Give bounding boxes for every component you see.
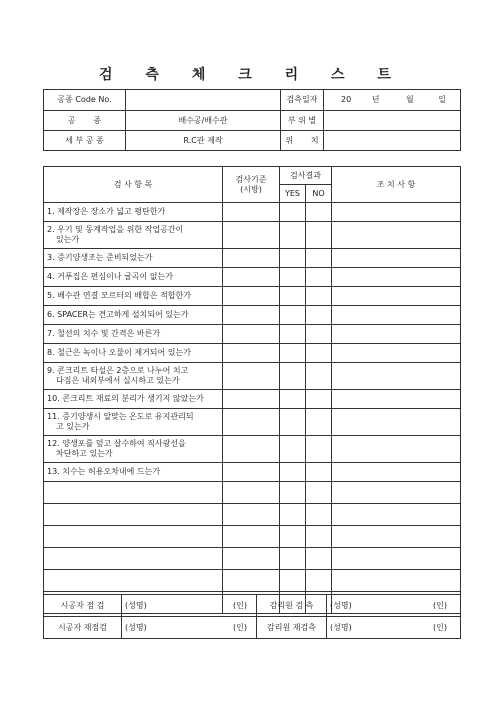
yes-cell[interactable] xyxy=(280,287,306,306)
standard-cell[interactable] xyxy=(223,409,280,436)
checklist-item-text: 2. 우기 및 동계작업을 위한 작업공간이 xyxy=(47,225,184,234)
checklist-item xyxy=(44,409,223,436)
date-day-unit: 일 xyxy=(438,95,447,104)
checklist-item xyxy=(44,344,223,363)
action-cell[interactable] xyxy=(332,344,461,363)
code-field[interactable] xyxy=(126,90,281,111)
checklist-row xyxy=(44,222,461,249)
standard-cell[interactable] xyxy=(223,504,280,526)
no-cell[interactable] xyxy=(306,390,332,409)
col-item-header: 검 사 항 목 xyxy=(44,167,223,203)
checklist-row xyxy=(44,482,461,504)
checklist-row xyxy=(44,268,461,287)
standard-cell[interactable] xyxy=(223,482,280,504)
action-cell[interactable] xyxy=(332,325,461,344)
sign-seal: (인) xyxy=(433,622,447,632)
checklist-item xyxy=(44,222,223,249)
action-cell[interactable] xyxy=(332,363,461,390)
checklist-row xyxy=(44,344,461,363)
no-cell[interactable] xyxy=(306,482,332,504)
work-label: 공 종 xyxy=(44,111,126,131)
yes-cell[interactable] xyxy=(280,548,306,570)
checklist-row xyxy=(44,203,461,222)
checklist-item-text: 8. 철근은 녹이나 오물이 제거되어 있는가 xyxy=(47,348,191,357)
checklist-item xyxy=(44,268,223,287)
checklist-item xyxy=(44,287,223,306)
standard-cell[interactable] xyxy=(223,570,280,592)
checklist-item-text-cont: 차단하고 있는가 xyxy=(56,449,113,458)
checklist-item xyxy=(44,436,223,463)
checklist-row xyxy=(44,463,461,482)
checklist-item xyxy=(44,390,223,409)
yes-cell[interactable] xyxy=(280,306,306,325)
checklist-item xyxy=(44,482,223,504)
page-title: 검 측 체 크 리 스 트 xyxy=(99,67,405,83)
sign-label-contractor: 시공자 점 검 xyxy=(44,595,122,617)
no-cell[interactable] xyxy=(306,306,332,325)
no-cell[interactable] xyxy=(306,344,332,363)
checklist-item xyxy=(44,249,223,268)
no-cell[interactable] xyxy=(306,249,332,268)
checklist-row xyxy=(44,570,461,592)
no-cell[interactable] xyxy=(306,287,332,306)
yes-cell[interactable] xyxy=(280,344,306,363)
yes-cell[interactable] xyxy=(280,390,306,409)
checklist-item xyxy=(44,203,223,222)
checklist-item-text-cont: 고 있는가 xyxy=(56,422,90,431)
standard-cell[interactable] xyxy=(223,222,280,249)
col-yes-header: YES xyxy=(280,185,306,203)
yes-cell[interactable] xyxy=(280,482,306,504)
checklist-item-text: 7. 철선의 치수 및 간격은 바른가 xyxy=(47,329,161,338)
checklist-row xyxy=(44,409,461,436)
action-cell[interactable] xyxy=(332,436,461,463)
checklist-row xyxy=(44,390,461,409)
col-result-header: 검사결과 xyxy=(280,167,332,185)
checklist-item xyxy=(44,570,223,592)
checklist-item-text: 9. 콘크리트 타설은 2층으로 나누어 치고 xyxy=(47,366,189,375)
checklist-item xyxy=(44,504,223,526)
checklist-item-text-cont: 있는가 xyxy=(56,235,80,244)
part-label: 부 위 별 xyxy=(281,111,324,131)
work-value[interactable]: 배수공/배수관 xyxy=(126,111,281,131)
standard-cell[interactable] xyxy=(223,548,280,570)
date-month-unit: 월 xyxy=(406,95,414,104)
code-label: 공종 Code No. xyxy=(44,90,126,111)
yes-cell[interactable] xyxy=(280,570,306,592)
standard-cell[interactable] xyxy=(223,325,280,344)
yes-cell[interactable] xyxy=(280,325,306,344)
col-standard-line2: (시방) xyxy=(240,184,262,194)
checklist-item-text: 1. 제작장은 장소가 넓고 평탄한가 xyxy=(47,207,166,216)
checklist-row xyxy=(44,325,461,344)
checklist-row xyxy=(44,526,461,548)
standard-cell[interactable] xyxy=(223,436,280,463)
no-cell[interactable] xyxy=(306,504,332,526)
checklist-item-text: 11. 증기양생시 알맞는 온도로 유지관리되 xyxy=(47,412,194,421)
checklist-table xyxy=(43,166,461,614)
checklist-item-text: 4. 거푸집은 편심이나 굴곡이 없는가 xyxy=(47,272,173,281)
part-field[interactable] xyxy=(324,111,461,131)
no-cell[interactable] xyxy=(306,363,332,390)
checklist-row xyxy=(44,287,461,306)
checklist-item xyxy=(44,463,223,482)
action-cell[interactable] xyxy=(332,409,461,436)
yes-cell[interactable] xyxy=(280,268,306,287)
standard-cell[interactable] xyxy=(223,390,280,409)
checklist-item-text: 6. SPACER는 견고하게 설치되어 있는가 xyxy=(47,310,189,319)
date-year-unit: 년 xyxy=(371,95,380,104)
yes-cell[interactable] xyxy=(280,222,306,249)
resign-field-contractor[interactable] xyxy=(122,617,257,639)
loc-label: 위 치 xyxy=(281,131,324,151)
checklist-item-text: 12. 양생포를 덮고 살수하여 직사광선을 xyxy=(47,439,186,448)
action-cell[interactable] xyxy=(332,548,461,570)
signature-table xyxy=(43,594,461,639)
yes-cell[interactable] xyxy=(280,526,306,548)
sign-label-supervisor: 감리원 검 측 xyxy=(257,595,327,617)
checklist-item xyxy=(44,363,223,390)
sign-seal: (인) xyxy=(233,622,247,632)
yes-cell[interactable] xyxy=(280,463,306,482)
date-label: 검측일자 xyxy=(281,90,324,111)
no-cell[interactable] xyxy=(306,325,332,344)
header-table xyxy=(43,89,461,151)
checklist-item xyxy=(44,325,223,344)
checklist-item-text: 10. 콘크리트 재료의 분리가 생기지 않았는가 xyxy=(47,394,204,403)
yes-cell[interactable] xyxy=(280,504,306,526)
yes-cell[interactable] xyxy=(280,249,306,268)
date-year: 20 xyxy=(341,95,352,104)
sign-name: (성명) xyxy=(125,600,147,610)
checklist-row xyxy=(44,436,461,463)
standard-cell[interactable] xyxy=(223,249,280,268)
col-no-header: NO xyxy=(306,185,332,203)
checklist-item xyxy=(44,306,223,325)
checklist-row xyxy=(44,249,461,268)
standard-cell[interactable] xyxy=(223,268,280,287)
resign-label-supervisor: 감리원 재검측 xyxy=(257,617,327,639)
loc-field[interactable] xyxy=(324,131,461,151)
sign-field-contractor[interactable] xyxy=(122,595,257,617)
action-cell[interactable] xyxy=(332,203,461,222)
no-cell[interactable] xyxy=(306,570,332,592)
resign-label-contractor: 시공자 재점검 xyxy=(44,617,122,639)
no-cell[interactable] xyxy=(306,409,332,436)
detail-label: 세 부 공 종 xyxy=(44,131,126,151)
checklist-row xyxy=(44,548,461,570)
checklist-item-text-cont: 다짐은 내외부에서 실시하고 있는가 xyxy=(56,376,180,385)
no-cell[interactable] xyxy=(306,463,332,482)
checklist-row xyxy=(44,306,461,325)
action-cell[interactable] xyxy=(332,268,461,287)
action-cell[interactable] xyxy=(332,504,461,526)
date-field[interactable] xyxy=(324,90,461,111)
col-action-header: 조 치 사 항 xyxy=(332,167,461,203)
action-cell[interactable] xyxy=(332,463,461,482)
action-cell[interactable] xyxy=(332,482,461,504)
yes-cell[interactable] xyxy=(280,363,306,390)
checklist-row xyxy=(44,504,461,526)
standard-cell[interactable] xyxy=(223,344,280,363)
checklist-item-text: 3. 증기양생조는 준비되었는가 xyxy=(47,253,153,262)
no-cell[interactable] xyxy=(306,268,332,287)
yes-cell[interactable] xyxy=(280,436,306,463)
checklist-item-text: 5. 배수관 연결 모르터의 배합은 적합한가 xyxy=(47,291,191,300)
no-cell[interactable] xyxy=(306,548,332,570)
sign-seal: (인) xyxy=(233,600,247,610)
standard-cell[interactable] xyxy=(223,203,280,222)
sign-name: (성명) xyxy=(330,622,352,632)
resign-field-supervisor[interactable] xyxy=(327,617,461,639)
standard-cell[interactable] xyxy=(223,463,280,482)
action-cell[interactable] xyxy=(332,249,461,268)
sign-seal: (인) xyxy=(433,600,447,610)
checklist-item xyxy=(44,526,223,548)
action-cell[interactable] xyxy=(332,222,461,249)
checklist-item xyxy=(44,548,223,570)
sign-name: (성명) xyxy=(125,622,147,632)
no-cell[interactable] xyxy=(306,526,332,548)
no-cell[interactable] xyxy=(306,203,332,222)
standard-cell[interactable] xyxy=(223,526,280,548)
action-cell[interactable] xyxy=(332,287,461,306)
action-cell[interactable] xyxy=(332,526,461,548)
yes-cell[interactable] xyxy=(280,203,306,222)
detail-value[interactable]: R.C관 제작 xyxy=(126,131,281,151)
action-cell[interactable] xyxy=(332,390,461,409)
checklist-row xyxy=(44,363,461,390)
standard-cell[interactable] xyxy=(223,363,280,390)
col-standard-header xyxy=(223,167,280,203)
action-cell[interactable] xyxy=(332,570,461,592)
sign-name: (성명) xyxy=(330,600,352,610)
sign-field-supervisor[interactable] xyxy=(327,595,461,617)
standard-cell[interactable] xyxy=(223,306,280,325)
yes-cell[interactable] xyxy=(280,409,306,436)
standard-cell[interactable] xyxy=(223,287,280,306)
col-standard-line1: 검사기준 xyxy=(235,174,267,184)
no-cell[interactable] xyxy=(306,436,332,463)
no-cell[interactable] xyxy=(306,222,332,249)
checklist-item-text: 13. 치수는 허용오차내에 드는가 xyxy=(47,467,161,476)
action-cell[interactable] xyxy=(332,306,461,325)
